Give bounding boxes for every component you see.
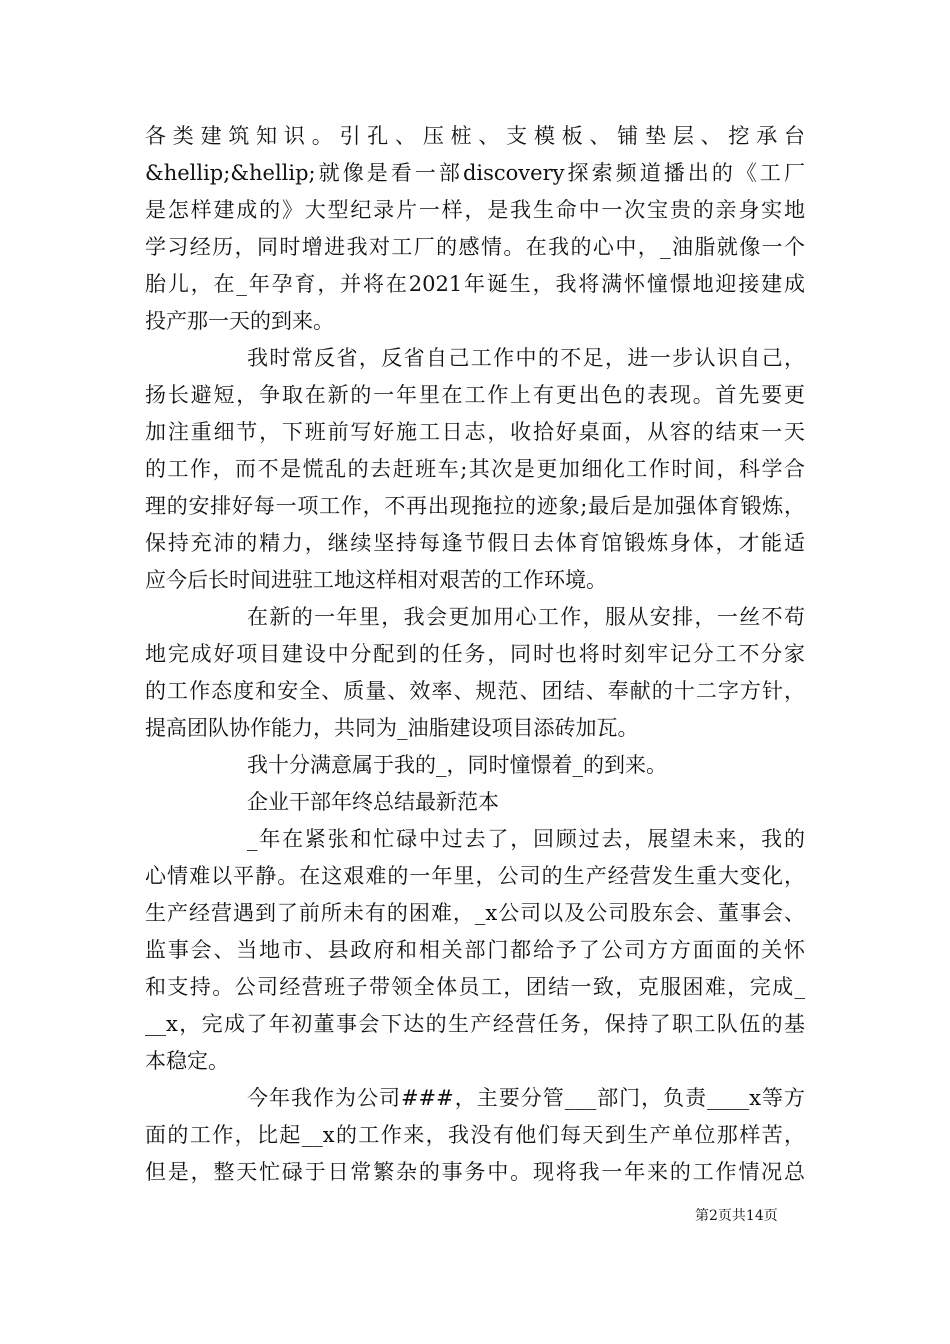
text-line: 的工作态度和安全、质量、效率、规范、团结、奉献的十二字方针， — [145, 679, 805, 703]
text-line: 应今后长时间进驻工地这样相对艰苦的工作环境。 — [145, 568, 607, 592]
text-line: 学习经历，同时增进我对工厂的感情。在我的心中，_油脂就像一个 — [145, 235, 805, 259]
body-text — [145, 118, 805, 1191]
text-line: 今年我作为公司###，主要分管___部门，负责____x等方 — [247, 1086, 805, 1110]
text-line: 投产那一天的到来。 — [145, 309, 334, 333]
text-line: 我十分满意属于我的_，同时憧憬着_的到来。 — [247, 753, 667, 777]
text-line: 但是，整天忙碌于日常繁杂的事务中。现将我一年来的工作情况总 — [145, 1160, 805, 1184]
section-heading: 企业干部年终总结最新范本 — [247, 790, 499, 814]
text-line: 是怎样建成的》大型纪录片一样，是我生命中一次宝贵的亲身实地 — [145, 198, 805, 222]
text-line: 保持充沛的精力，继续坚持每逢节假日去体育馆锻炼身体，才能适 — [145, 531, 805, 555]
text-line: 心情难以平静。在这艰难的一年里，公司的生产经营发生重大变化， — [145, 864, 805, 888]
text-line: 在新的一年里，我会更加用心工作，服从安排，一丝不苟 — [247, 605, 805, 629]
text-line: 的工作，而不是慌乱的去赶班车;其次是更加细化工作时间，科学合 — [145, 457, 805, 481]
text-line: 和支持。公司经营班子带领全体员工，团结一致，克服困难，完成_ — [145, 975, 805, 999]
text-line: 生产经营遇到了前所未有的困难，_x公司以及公司股东会、董事会、 — [145, 901, 805, 925]
text-line: 本稳定。 — [145, 1049, 229, 1073]
text-line: _年在紧张和忙碌中过去了，回顾过去，展望未来，我的 — [247, 827, 805, 851]
text-line: 胎儿，在_年孕育，并将在2021年诞生，我将满怀憧憬地迎接建成 — [145, 272, 805, 296]
text-line: 理的安排好每一项工作，不再出现拖拉的迹象;最后是加强体育锻炼， — [145, 494, 805, 518]
text-line: 监事会、当地市、县政府和相关部门都给予了公司方方面面的关怀 — [145, 938, 805, 962]
text-line: 各类建筑知识。引孔、压桩、支模板、铺垫层、挖承台 — [145, 124, 805, 148]
text-line: 提高团队协作能力，共同为_油脂建设项目添砖加瓦。 — [145, 716, 639, 740]
text-line: 地完成好项目建设中分配到的任务，同时也将时刻牢记分工不分家 — [145, 642, 805, 666]
text-line: &hellip;&hellip;就像是看一部discovery探索频道播出的《工厂 — [145, 161, 805, 185]
text-line: __x，完成了年初董事会下达的生产经营任务，保持了职工队伍的基 — [145, 1012, 805, 1036]
page-number: 第2页共14页 — [695, 1208, 778, 1224]
text-line: 扬长避短，争取在新的一年里在工作上有更出色的表现。首先要更 — [145, 383, 805, 407]
text-line: 面的工作，比起__x的工作来，我没有他们每天到生产单位那样苦， — [145, 1123, 805, 1147]
text-line: 我时常反省，反省自己工作中的不足，进一步认识自己， — [247, 346, 805, 370]
text-line: 加注重细节，下班前写好施工日志，收拾好桌面，从容的结束一天 — [145, 420, 805, 444]
